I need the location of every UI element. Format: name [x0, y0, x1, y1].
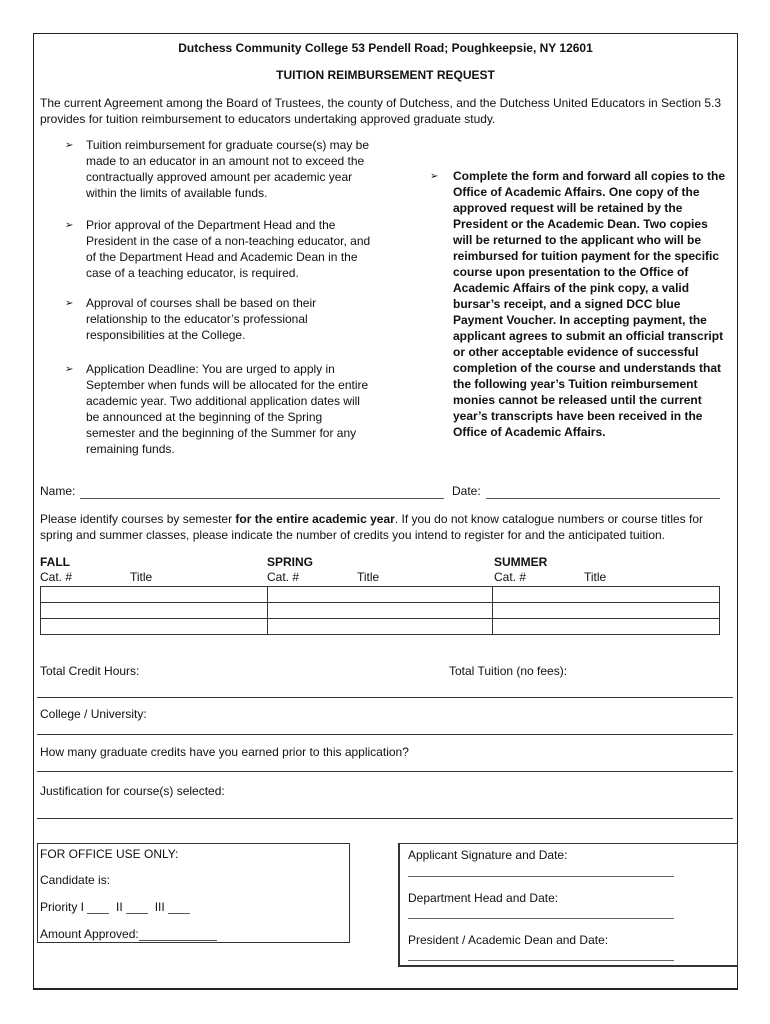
- college-label: College / University:: [40, 707, 147, 721]
- form-title: TUITION REIMBURSEMENT REQUEST: [276, 68, 495, 82]
- divider: [37, 771, 733, 772]
- table-row: [41, 619, 720, 635]
- spring-course-cell[interactable]: [267, 619, 493, 635]
- course-instructions: Please identify courses by semester for the entire academic year. If you do not know catalogue numbers or course titles for spring and summer classes, please indicate the number of credits you intend to register for and the anticipated tuition.: [40, 512, 703, 542]
- spring-cat-label: Cat. #: [267, 570, 300, 584]
- summer-course-cell[interactable]: [493, 587, 720, 603]
- candidate-label: Candidate is:: [40, 873, 111, 887]
- amount-approved-field[interactable]: [139, 928, 217, 941]
- fall-course-cell[interactable]: [41, 619, 268, 635]
- arrow-bullet-icon: ➢: [65, 140, 74, 151]
- applicant-signature-line[interactable]: [408, 876, 674, 877]
- priority-one-label: Priority I: [40, 900, 85, 914]
- arrow-bullet-icon: ➢: [65, 220, 74, 231]
- bullet-prior-approval: Prior approval of the Department Head and the President in the case of a non-teaching educator, and of the Department Head and Academic Dean in the case of a teaching educator, is required.: [86, 218, 371, 280]
- total-credit-label: Total Credit Hours:: [40, 664, 140, 678]
- table-row: [41, 587, 720, 603]
- semester-spring: SPRING: [267, 555, 314, 569]
- dept-head-signature-line[interactable]: [408, 918, 674, 919]
- applicant-signature-label: Applicant Signature and Date:: [408, 848, 568, 862]
- credits-question: How many graduate credits have you earned prior to this application?: [40, 745, 409, 759]
- divider: [37, 734, 733, 735]
- dept-head-label: Department Head and Date:: [408, 891, 559, 905]
- total-tuition-label: Total Tuition (no fees):: [449, 664, 568, 678]
- priority-three-label: III: [154, 900, 165, 914]
- date-field[interactable]: [486, 484, 720, 499]
- amount-approved-label: Amount Approved:: [40, 927, 139, 941]
- bullet-reimbursement: Tuition reimbursement for graduate course(s) may be made to an educator in an amount not to exceed the contractually approved amount per academic year within the limits of available funds.: [86, 138, 370, 200]
- divider: [37, 697, 733, 698]
- summer-course-cell[interactable]: [493, 603, 720, 619]
- course-table: [40, 586, 720, 635]
- semester-summer: SUMMER: [494, 555, 548, 569]
- spring-course-cell[interactable]: [267, 603, 493, 619]
- arrow-bullet-icon: ➢: [430, 171, 439, 182]
- priority-row: [40, 900, 190, 914]
- priority-two-label: II: [116, 900, 123, 914]
- name-field[interactable]: [80, 484, 444, 499]
- fall-course-cell[interactable]: [41, 587, 268, 603]
- name-label: Name:: [40, 484, 76, 498]
- spring-title-label: Title: [357, 570, 380, 584]
- arrow-bullet-icon: ➢: [65, 364, 74, 375]
- justification-label: Justification for course(s) selected:: [40, 784, 225, 798]
- office-use-heading: FOR OFFICE USE ONLY:: [40, 847, 179, 861]
- bullet-deadline: Application Deadline: You are urged to apply in September when funds will be allocated for the entire academic year. Two additional application dates will be announced at the beginning of the Spring semester and the beginning of the Summer for any remaining funds.: [86, 362, 369, 456]
- priority-three-field[interactable]: [168, 901, 190, 914]
- arrow-bullet-icon: ➢: [65, 298, 74, 309]
- spring-course-cell[interactable]: [267, 587, 493, 603]
- date-label: Date:: [452, 484, 481, 498]
- priority-one-field[interactable]: [87, 901, 109, 914]
- priority-two-field[interactable]: [126, 901, 148, 914]
- summer-title-label: Title: [584, 570, 607, 584]
- divider: [37, 818, 733, 819]
- table-row: [41, 603, 720, 619]
- amount-approved-row: [40, 927, 217, 941]
- semester-fall: FALL: [40, 555, 70, 569]
- president-label: President / Academic Dean and Date:: [408, 933, 609, 947]
- summer-course-cell[interactable]: [493, 619, 720, 635]
- fall-cat-label: Cat. #: [40, 570, 73, 584]
- fall-title-label: Title: [130, 570, 153, 584]
- intro-paragraph: The current Agreement among the Board of Trustees, the county of Dutchess, and the Dutchess United Educators in Section 5.3 provides for tuition reimbursement to educators undertaking approved graduate study.: [40, 96, 722, 126]
- fall-course-cell[interactable]: [41, 603, 268, 619]
- institution-header: Dutchess Community College 53 Pendell Road; Poughkeepsie, NY 12601: [178, 41, 593, 55]
- president-signature-line[interactable]: [408, 960, 674, 961]
- bullet-course-approval: Approval of courses shall be based on their relationship to the educator’s professional responsibilities at the College.: [86, 296, 317, 342]
- summer-cat-label: Cat. #: [494, 570, 527, 584]
- bullet-instructions: Complete the form and forward all copies to the Office of Academic Affairs. One copy of the approved request will be retained by the President or the Academic Dean. Two copies will be returned to the applicant who will be reimbursed for tuition payment for the specific course upon presentation to the Office of Academic Affairs of the pink copy, a valid bursar’s receipt, and a signed DCC blue Payment Voucher. In accepting payment, the applicant agrees to submit an official transcript or other acceptable evidence of successful completion of the course and understands that the following year’s Tuition reimbursement monies cannot be released until the current year’s transcripts have been received in the Office of Academic Affairs.: [453, 169, 726, 439]
